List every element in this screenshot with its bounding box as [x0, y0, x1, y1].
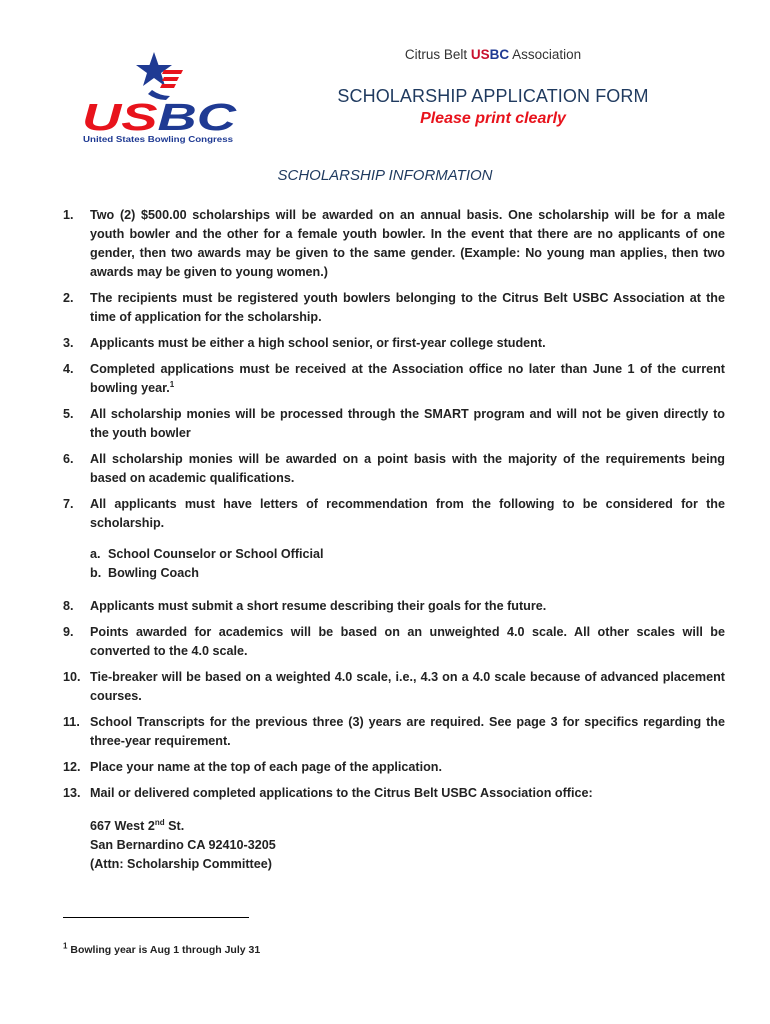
- logo-wordmark: US BC: [82, 97, 213, 139]
- form-title: SCHOLARSHIP APPLICATION FORM: [337, 86, 649, 106]
- logo-tagline: United States Bowling Congress: [83, 135, 234, 144]
- list-item: 10. Tie-breaker will be based on a weighted 4.0 scale, i.e., 4.3 on a 4.0 scale because of advanced placement courses.: [63, 670, 725, 703]
- address-street: 667 West 2nd St.: [90, 817, 185, 833]
- footnote-reference: 1: [169, 379, 175, 389]
- list-item: 5. All scholarship monies will be processed through the SMART program and will not be given directly to the youth bowler: [63, 407, 725, 440]
- list-item: 3. Applicants must be either a high school senior, or first-year college student.: [63, 336, 546, 350]
- list-item: 12. Place your name at the top of each page of the application.: [63, 760, 442, 774]
- list-item: 9. Points awarded for academics will be based on an unweighted 4.0 scale. All other scales will be converted to the 4.0 scale.: [63, 625, 725, 658]
- mailing-address: [63, 817, 725, 874]
- footnote-divider: [63, 917, 249, 918]
- recommendation-sublist: [63, 545, 725, 583]
- scholarship-requirements-list: [63, 206, 725, 874]
- sub-list-item: a. School Counselor or School Official: [90, 547, 324, 561]
- address-city: San Bernardino CA 92410-3205: [90, 838, 276, 852]
- section-title: SCHOLARSHIP INFORMATION: [277, 167, 493, 184]
- list-item: 13. Mail or delivered completed applications to the Citrus Belt USBC Association office:: [63, 786, 593, 800]
- list-item: 1. Two (2) $500.00 scholarships will be awarded on an annual basis. One scholarship will be for a male youth bowler and the other for a female youth bowler. In the event that there are no applicants of one gender, then two awards may be given to the same gender. (Example: No young man applies, then two awards may be given to young women.): [63, 208, 725, 279]
- list-item: 8. Applicants must submit a short resume describing their goals for the future.: [63, 599, 547, 613]
- sub-list-item: b. Bowling Coach: [90, 566, 199, 580]
- association-name: Citrus Belt USBC Association: [404, 47, 582, 62]
- list-item: 4. Completed applications must be received at the Association office no later than June 1 of the current bowling year.$^1$: [63, 362, 725, 395]
- usbc-logo: [78, 44, 244, 146]
- print-clearly-note: Please print clearly: [420, 110, 566, 127]
- list-item: 7. All applicants must have letters of recommendation from the following to be considered for the scholarship.: [63, 497, 725, 530]
- list-item: 11. School Transcripts for the previous three (3) years are required. See page 3 for specifics regarding the three-year requirement.: [63, 715, 725, 748]
- list-item: 6. All scholarship monies will be awarded on a point basis with the majority of the requirements being based on academic qualifications.: [63, 452, 725, 485]
- address-attn: (Attn: Scholarship Committee): [90, 857, 272, 871]
- footnote: $^1$ Bowling year is Aug 1 through July 31: [63, 941, 261, 956]
- list-item: 2. The recipients must be registered youth bowlers belonging to the Citrus Belt USBC Association at the time of application for the scholarship.: [63, 291, 725, 324]
